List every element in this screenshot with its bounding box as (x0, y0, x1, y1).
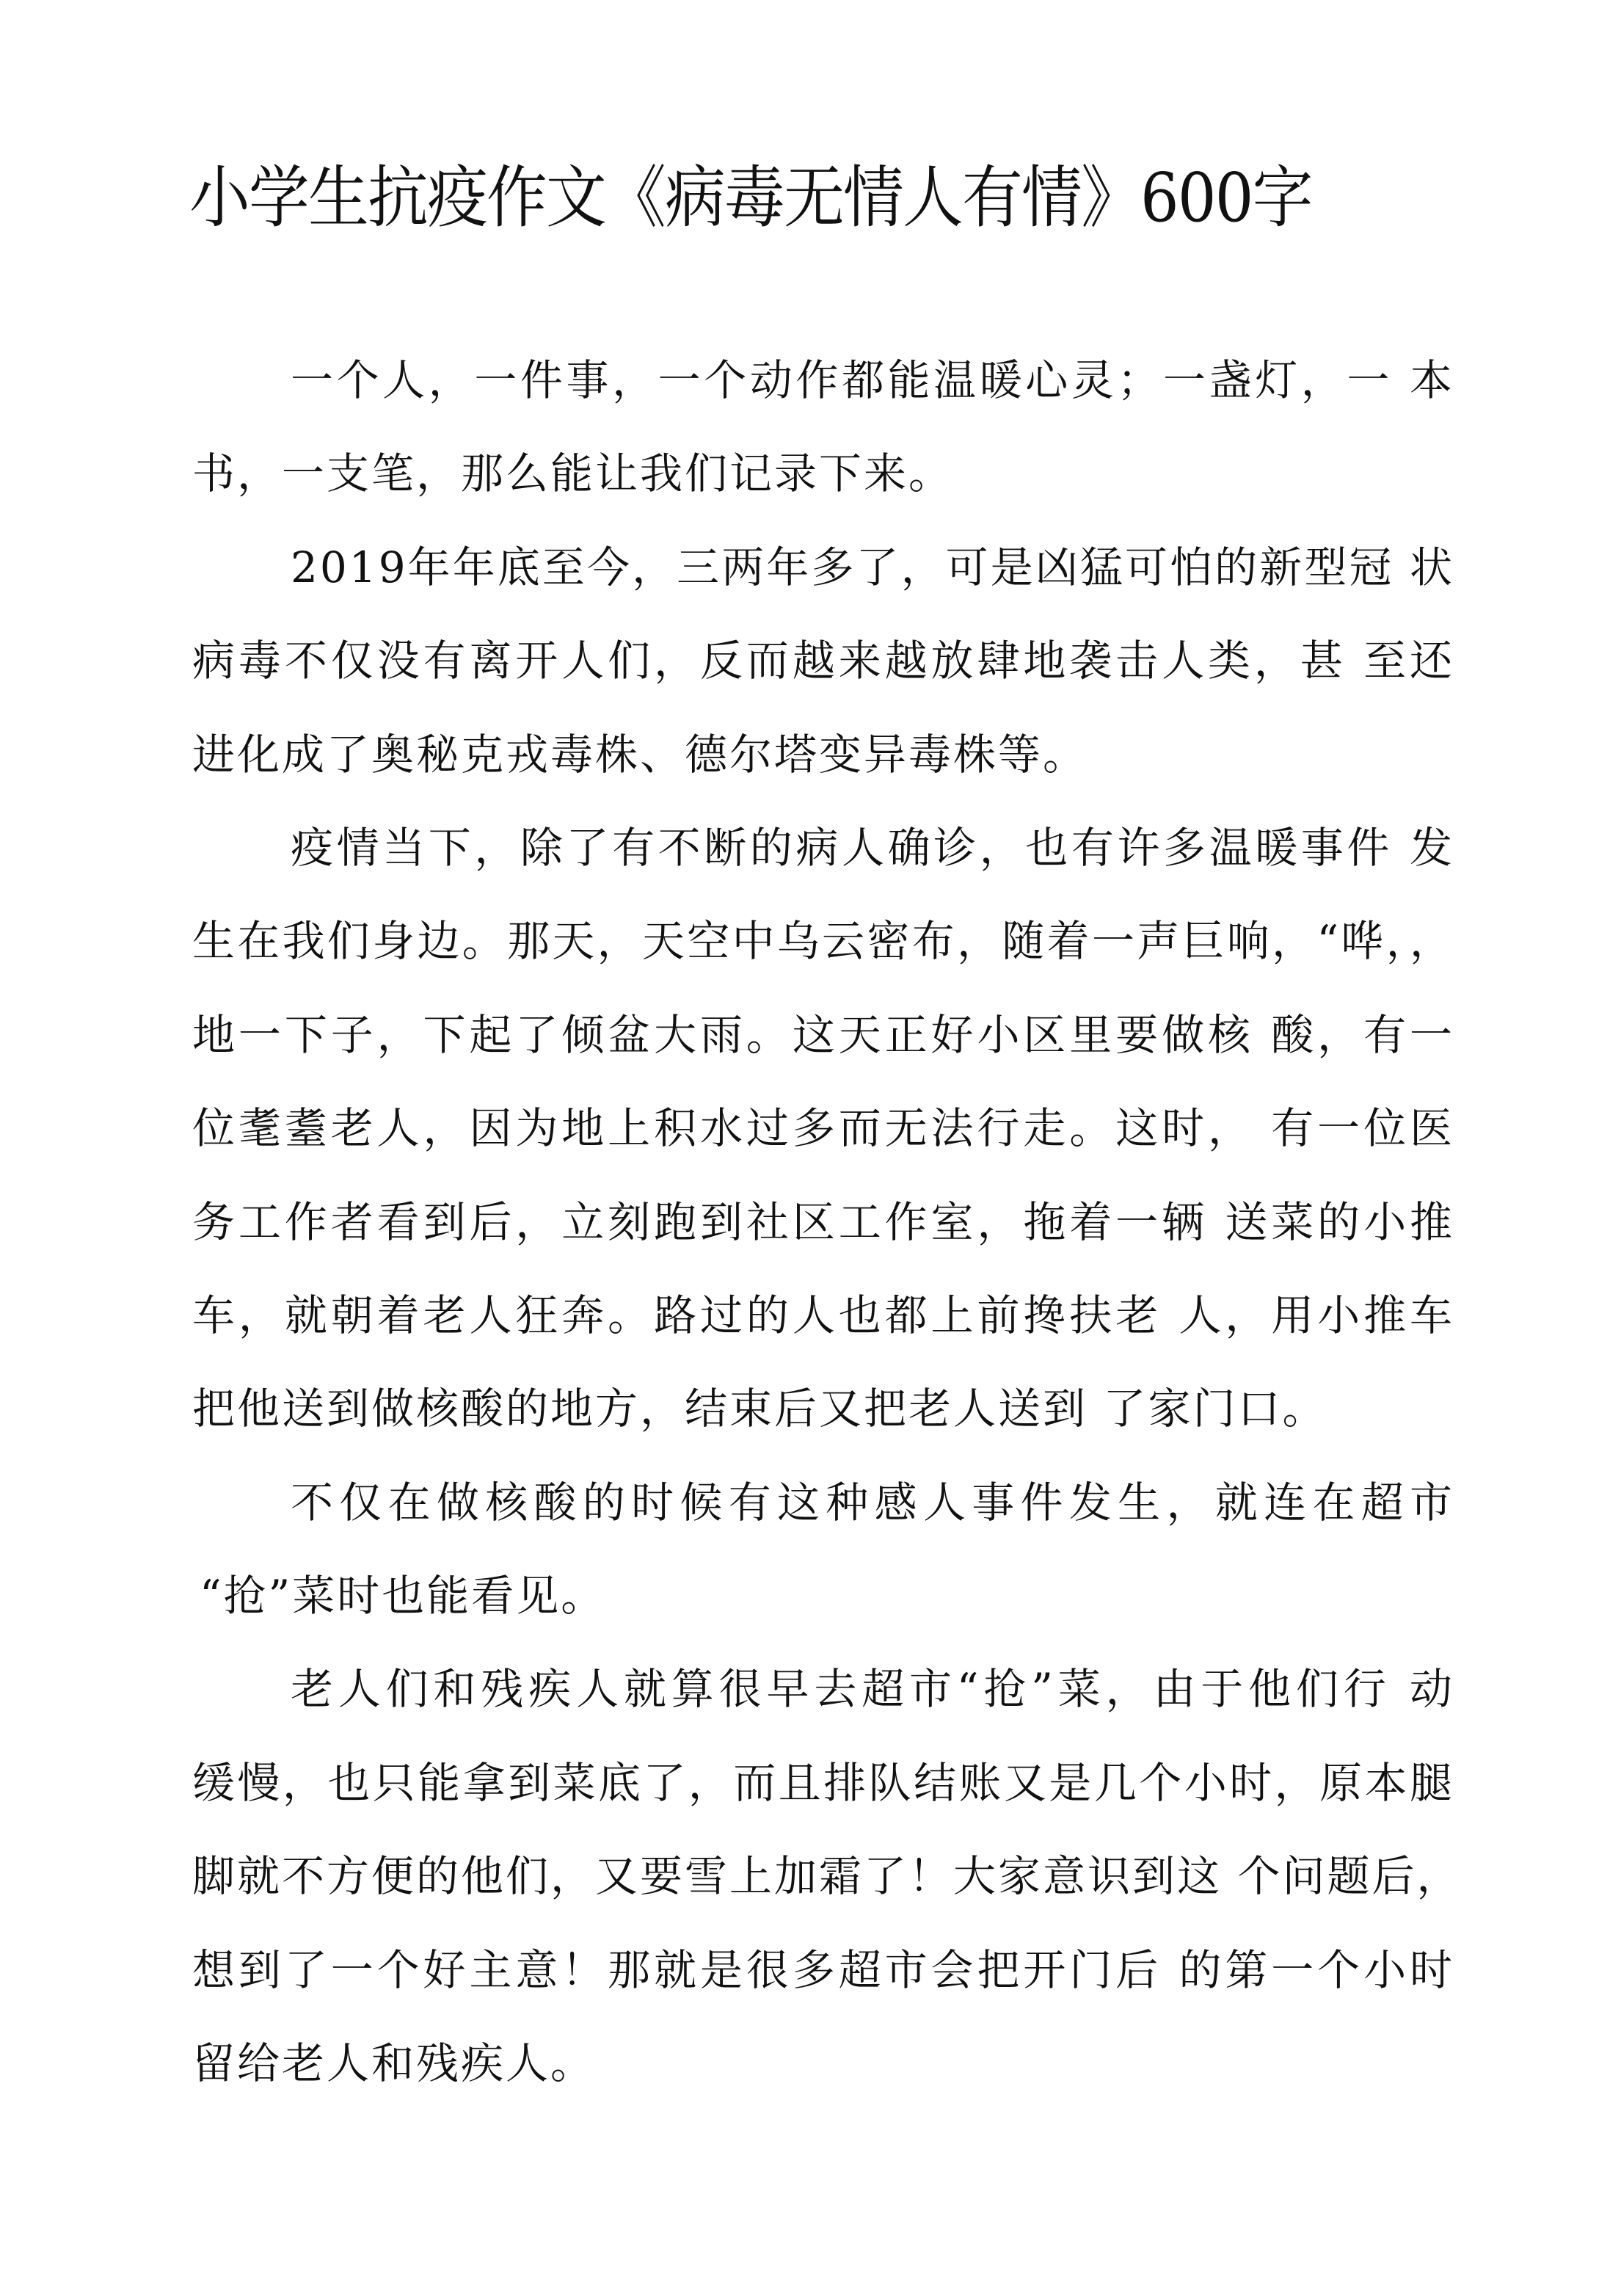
document-title: 小学生抗疫作文《病毒无情人有情》600字 (189, 159, 1312, 237)
paragraph-2-line-2: 病毒不仅没有离开人们，反而越来越放肆地袭击人类，甚 至还 (192, 636, 1454, 686)
paragraph-3-line-3: 地一下子，下起了倾盆大雨。这天正好小区里要做核 酸，有一 (192, 1009, 1454, 1060)
paragraph-3-line-5: 务工作者看到后，立刻跑到社区工作室，拖着一辆 送菜的小推 (192, 1196, 1454, 1247)
paragraph-5-line-2: 缓慢，也只能拿到菜底了，而且排队结账又是几个小时，原本腿 (192, 1757, 1454, 1808)
paragraph-1-line-2: 书，一支笔，那么能让我们记录下来。 (192, 448, 954, 499)
paragraph-4-line-1: 不仅在做核酸的时候有这种感人事件发生，就连在超市 (291, 1477, 1454, 1527)
paragraph-3-line-2: 生在我们身边。那天，天空中乌云密布，随着一声巨响，“哗，， (192, 916, 1454, 967)
paragraph-3-line-1: 疫情当下，除了有不断的病人确诊，也有许多温暖事件 发 (291, 822, 1454, 873)
paragraph-5-line-3: 脚就不方便的他们，又要雪上加霜了！大家意识到这 个问题后， (192, 1851, 1462, 1902)
paragraph-2-line-1: 2019年年底至今，三两年多了，可是凶猛可怕的新型冠 状 (291, 542, 1454, 592)
paragraph-3-line-6: 车，就朝着老人狂奔。路过的人也都上前搀扶老 人，用小推车 (192, 1290, 1454, 1340)
paragraph-4-line-2: “抢”菜时也能看见。 (200, 1571, 606, 1621)
paragraph-5-line-4: 想到了一个好主意！那就是很多超市会把开门后 的第一个小时 (192, 1944, 1454, 1995)
paragraph-5-line-1: 老人们和残疾人就算很早去超市“抢”菜，由于他们行 动 (291, 1664, 1454, 1715)
paragraph-5-line-5: 留给老人和残疾人。 (192, 2038, 596, 2089)
paragraph-2-line-3: 进化成了奥秘克戎毒株、德尔塔变异毒株等。 (192, 729, 1088, 780)
paragraph-3-line-4: 位耄耋老人，因为地上积水过多而无法行走。这时， 有一位医 (192, 1103, 1454, 1154)
document-body (192, 334, 1462, 2110)
paragraph-1-line-1: 一个人，一件事，一个动作都能温暖心灵；一盏灯，一 本 (291, 355, 1454, 405)
paragraph-3-line-7: 把他送到做核酸的地方，结束后又把老人送到 了家门口。 (192, 1384, 1327, 1434)
